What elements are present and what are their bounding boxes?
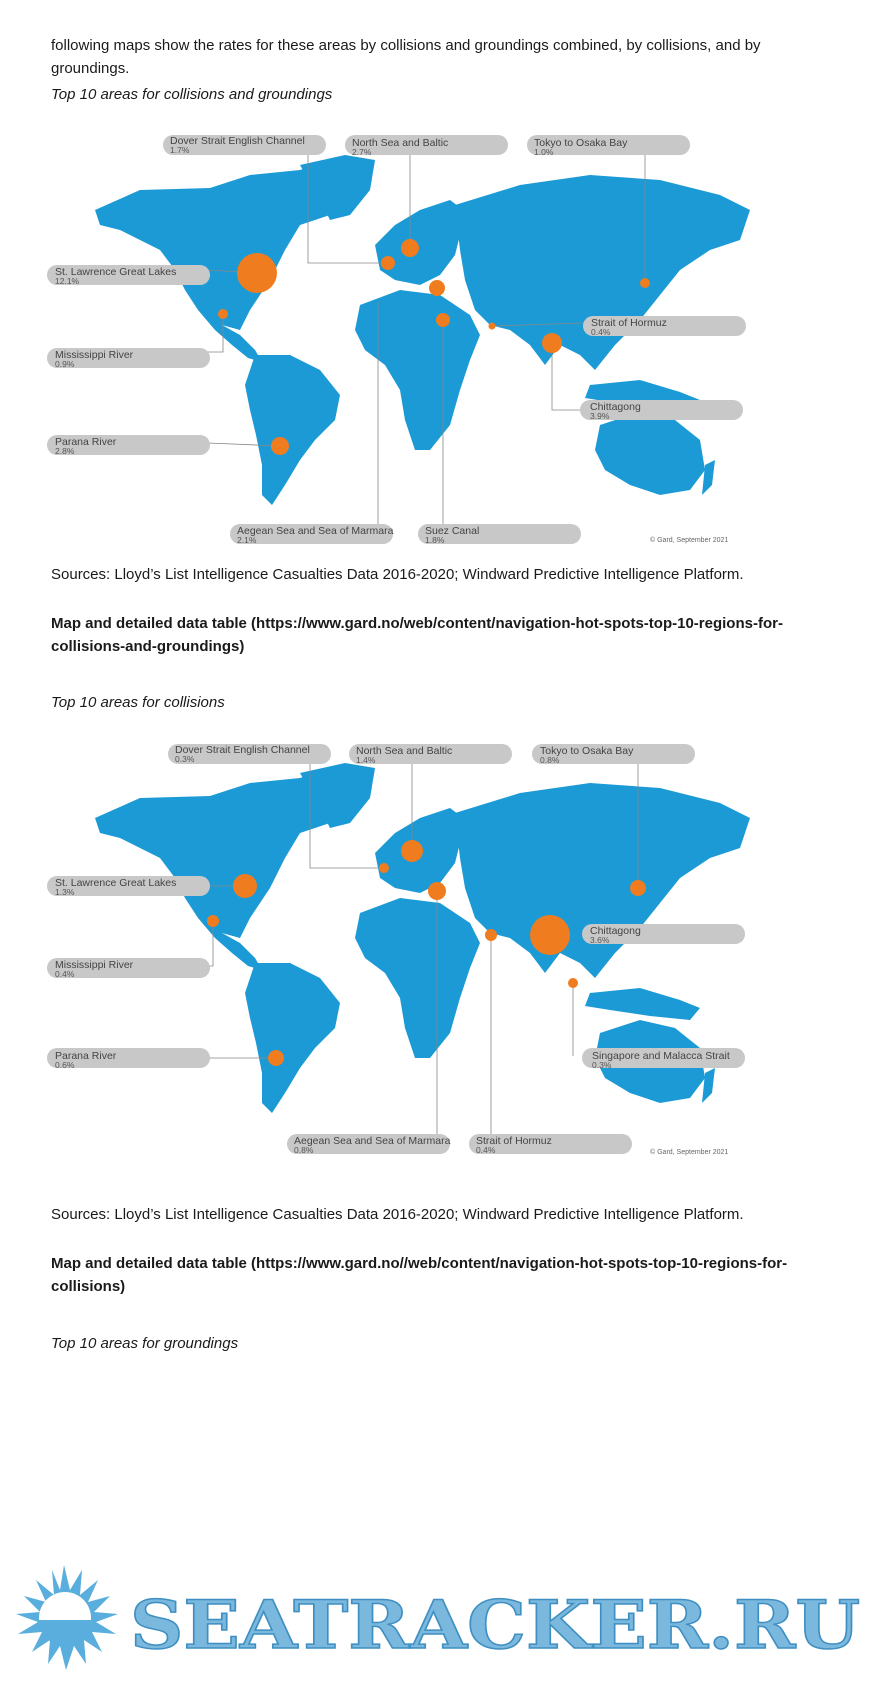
area-rate: 1.4% bbox=[356, 755, 376, 765]
map-collisions bbox=[0, 738, 870, 1168]
area-rate: 3.6% bbox=[590, 935, 610, 945]
area-label: Dover Strait English Channel bbox=[175, 744, 310, 756]
area-rate: 0.3% bbox=[592, 1060, 612, 1070]
hotspot-hormuz bbox=[485, 929, 497, 941]
area-label: Suez Canal bbox=[425, 525, 480, 537]
map-credit: © Gard, September 2021 bbox=[650, 537, 729, 544]
area-rate: 3.9% bbox=[590, 411, 610, 421]
area-label: Mississippi River bbox=[55, 959, 134, 971]
map1-link[interactable]: Map and detailed data table (https://www.gard.no/web/content/navigation-hot-spots-top-10-regions-for-collisions-and-groundings) bbox=[51, 615, 783, 655]
area-label: Mississippi River bbox=[55, 349, 134, 361]
area-label: North Sea and Baltic bbox=[356, 745, 453, 757]
map2-sources: Sources: Lloyd’s List Intelligence Casualties Data 2016-2020; Windward Predictive Intelligence Platform. bbox=[51, 1206, 744, 1223]
area-label: Aegean Sea and Sea of Marmara bbox=[237, 525, 394, 537]
area-rate: 1.7% bbox=[170, 145, 190, 155]
area-label: Parana River bbox=[55, 1050, 117, 1062]
area-label: North Sea and Baltic bbox=[352, 137, 449, 149]
area-rate: 1.3% bbox=[55, 887, 75, 897]
area-label: Chittagong bbox=[590, 401, 641, 413]
hotspot-suez bbox=[436, 313, 450, 327]
area-label: Strait of Hormuz bbox=[591, 317, 667, 329]
area-rate: 0.4% bbox=[591, 327, 611, 337]
area-rate: 0.4% bbox=[55, 969, 75, 979]
map1-caption: Top 10 areas for collisions and groundings bbox=[51, 86, 333, 103]
hotspot-parana bbox=[268, 1050, 284, 1066]
hotspot-chittagong bbox=[530, 915, 570, 955]
area-label: Singapore and Malacca Strait bbox=[592, 1050, 730, 1062]
area-rate: 0.8% bbox=[294, 1145, 314, 1155]
watermark-banner bbox=[0, 1560, 870, 1684]
map-collisions-and-groundings bbox=[0, 130, 870, 560]
hotspot-st-lawrence bbox=[233, 874, 257, 898]
area-label: St. Lawrence Great Lakes bbox=[55, 877, 177, 889]
map3-caption: Top 10 areas for groundings bbox=[51, 1335, 239, 1352]
watermark-text: SEATRACKER.RU bbox=[130, 1586, 861, 1664]
area-label: St. Lawrence Great Lakes bbox=[55, 266, 177, 278]
area-label: Strait of Hormuz bbox=[476, 1135, 552, 1147]
area-label: Parana River bbox=[55, 436, 117, 448]
hotspot-dover bbox=[381, 256, 395, 270]
hotspot-north-sea bbox=[401, 840, 423, 862]
map2-link[interactable]: Map and detailed data table (https://www.gard.no//web/content/navigation-hot-spots-top-10-regions-for-collisions) bbox=[51, 1255, 788, 1295]
area-rate: 0.4% bbox=[476, 1145, 496, 1155]
intro-paragraph: following maps show the rates for these areas by collisions and groundings combined, by collisions, and by groundings. bbox=[51, 37, 761, 77]
sun-icon bbox=[16, 1565, 118, 1670]
hotspot-singapore bbox=[568, 978, 578, 988]
hotspot-chittagong bbox=[542, 333, 562, 353]
hotspot-tokyo bbox=[640, 278, 650, 288]
area-rate: 0.8% bbox=[540, 755, 560, 765]
map1-sources: Sources: Lloyd’s List Intelligence Casualties Data 2016-2020; Windward Predictive Intelligence Platform. bbox=[51, 566, 744, 583]
area-rate: 0.9% bbox=[55, 359, 75, 369]
hotspot-parana bbox=[271, 437, 289, 455]
hotspot-aegean bbox=[428, 882, 446, 900]
map2-caption: Top 10 areas for collisions bbox=[51, 694, 225, 711]
area-label: Aegean Sea and Sea of Marmara bbox=[294, 1135, 451, 1147]
area-label: Tokyo to Osaka Bay bbox=[540, 745, 634, 757]
area-rate: 12.1% bbox=[55, 276, 80, 286]
area-label: Tokyo to Osaka Bay bbox=[534, 137, 628, 149]
area-rate: 1.0% bbox=[534, 147, 554, 157]
area-label: Chittagong bbox=[590, 925, 641, 937]
hotspot-mississippi bbox=[218, 309, 228, 319]
hotspot-aegean bbox=[429, 280, 445, 296]
area-rate: 1.8% bbox=[425, 535, 445, 545]
area-rate: 2.7% bbox=[352, 147, 372, 157]
hotspot-mississippi bbox=[207, 915, 219, 927]
area-label: Dover Strait English Channel bbox=[170, 135, 305, 147]
area-rate: 2.8% bbox=[55, 446, 75, 456]
map-credit: © Gard, September 2021 bbox=[650, 1149, 729, 1156]
hotspot-st-lawrence bbox=[237, 253, 277, 293]
area-rate: 2.1% bbox=[237, 535, 257, 545]
hotspot-north-sea bbox=[401, 239, 419, 257]
area-rate: 0.3% bbox=[175, 754, 195, 764]
hotspot-hormuz bbox=[489, 323, 496, 330]
hotspot-dover bbox=[379, 863, 389, 873]
area-rate: 0.6% bbox=[55, 1060, 75, 1070]
hotspot-tokyo bbox=[630, 880, 646, 896]
